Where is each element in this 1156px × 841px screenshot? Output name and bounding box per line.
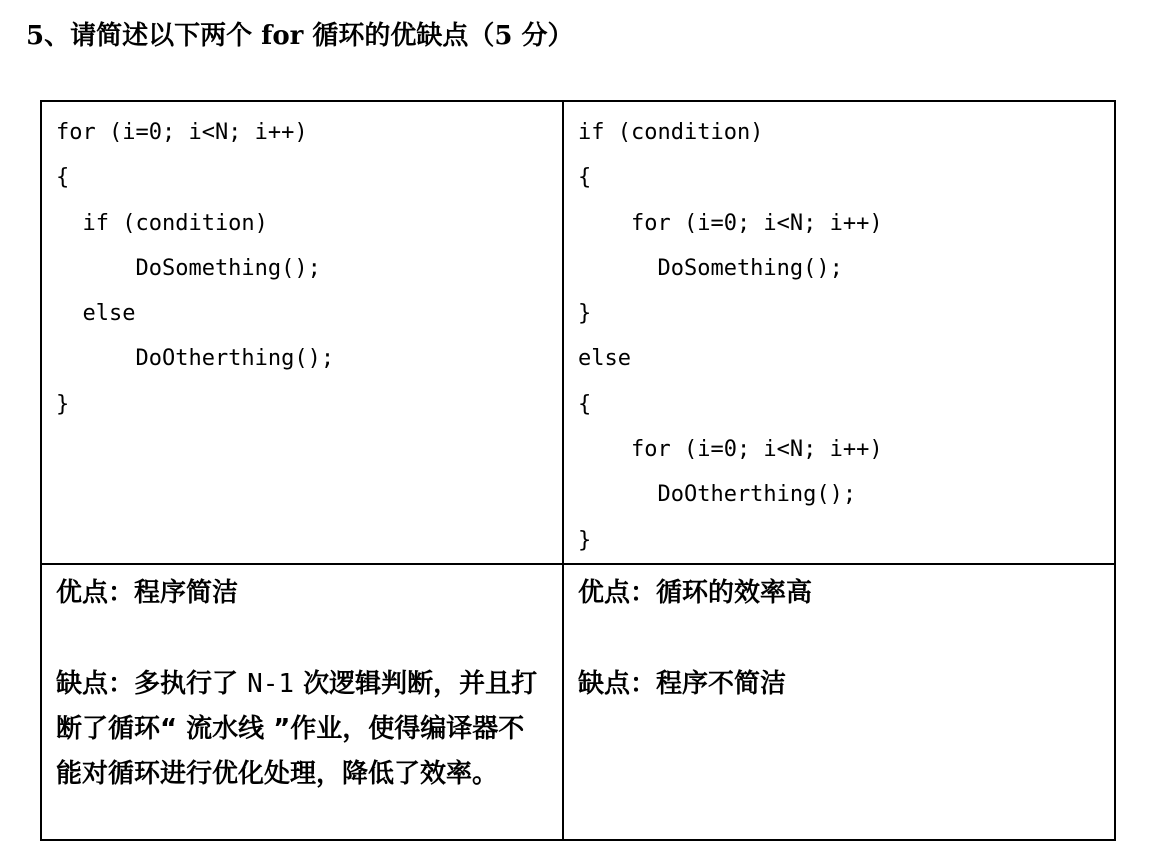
left-pros-text: 优点：程序简洁: [56, 577, 239, 608]
code-line: DoSomething();: [578, 255, 843, 281]
left-code-block: [42, 102, 562, 427]
code-line: else: [56, 301, 136, 327]
right-code-block: [564, 102, 1114, 563]
code-line: if (condition): [56, 210, 268, 236]
code-line: for (i=0; i<N; i++): [578, 210, 883, 236]
evaluation-row: [41, 564, 1115, 840]
code-line: {: [56, 165, 70, 191]
left-code-cell: [41, 101, 563, 564]
question-title: 5、请简述以下两个 for 循环的优缺点（5 分）: [26, 21, 574, 51]
spacer: [578, 616, 1100, 661]
code-line: for (i=0; i<N; i++): [578, 437, 883, 463]
code-line: {: [578, 391, 592, 417]
code-row: [41, 101, 1115, 564]
cons-prefix: 缺点：多执行了: [56, 668, 248, 699]
right-cons-text: 缺点：程序不简洁: [578, 668, 787, 699]
right-pros-text: 优点：循环的效率高: [578, 577, 813, 608]
code-line: }: [578, 527, 592, 553]
cons-rest: 次逻辑判断，并且打断了循环“ 流水线 ”作业，使得编译器不能对循环进行优化处理，降低了效率。: [56, 668, 538, 790]
code-line: DoSomething();: [56, 255, 321, 281]
left-cons-text: [56, 662, 548, 798]
code-line: DoOtherthing();: [56, 346, 335, 372]
spacer: [56, 616, 548, 661]
answer-table: [40, 100, 1116, 841]
right-evaluation-cell: [563, 564, 1115, 840]
code-line: }: [56, 391, 70, 417]
code-line: DoOtherthing();: [578, 482, 857, 508]
code-line: }: [578, 301, 592, 327]
right-code-cell: [563, 101, 1115, 564]
left-evaluation-cell: [41, 564, 563, 840]
cons-code: N-1: [247, 668, 295, 699]
code-line: else: [578, 346, 631, 372]
code-line: {: [578, 165, 592, 191]
code-line: for (i=0; i<N; i++): [56, 120, 308, 145]
code-line: if (condition): [578, 120, 764, 145]
